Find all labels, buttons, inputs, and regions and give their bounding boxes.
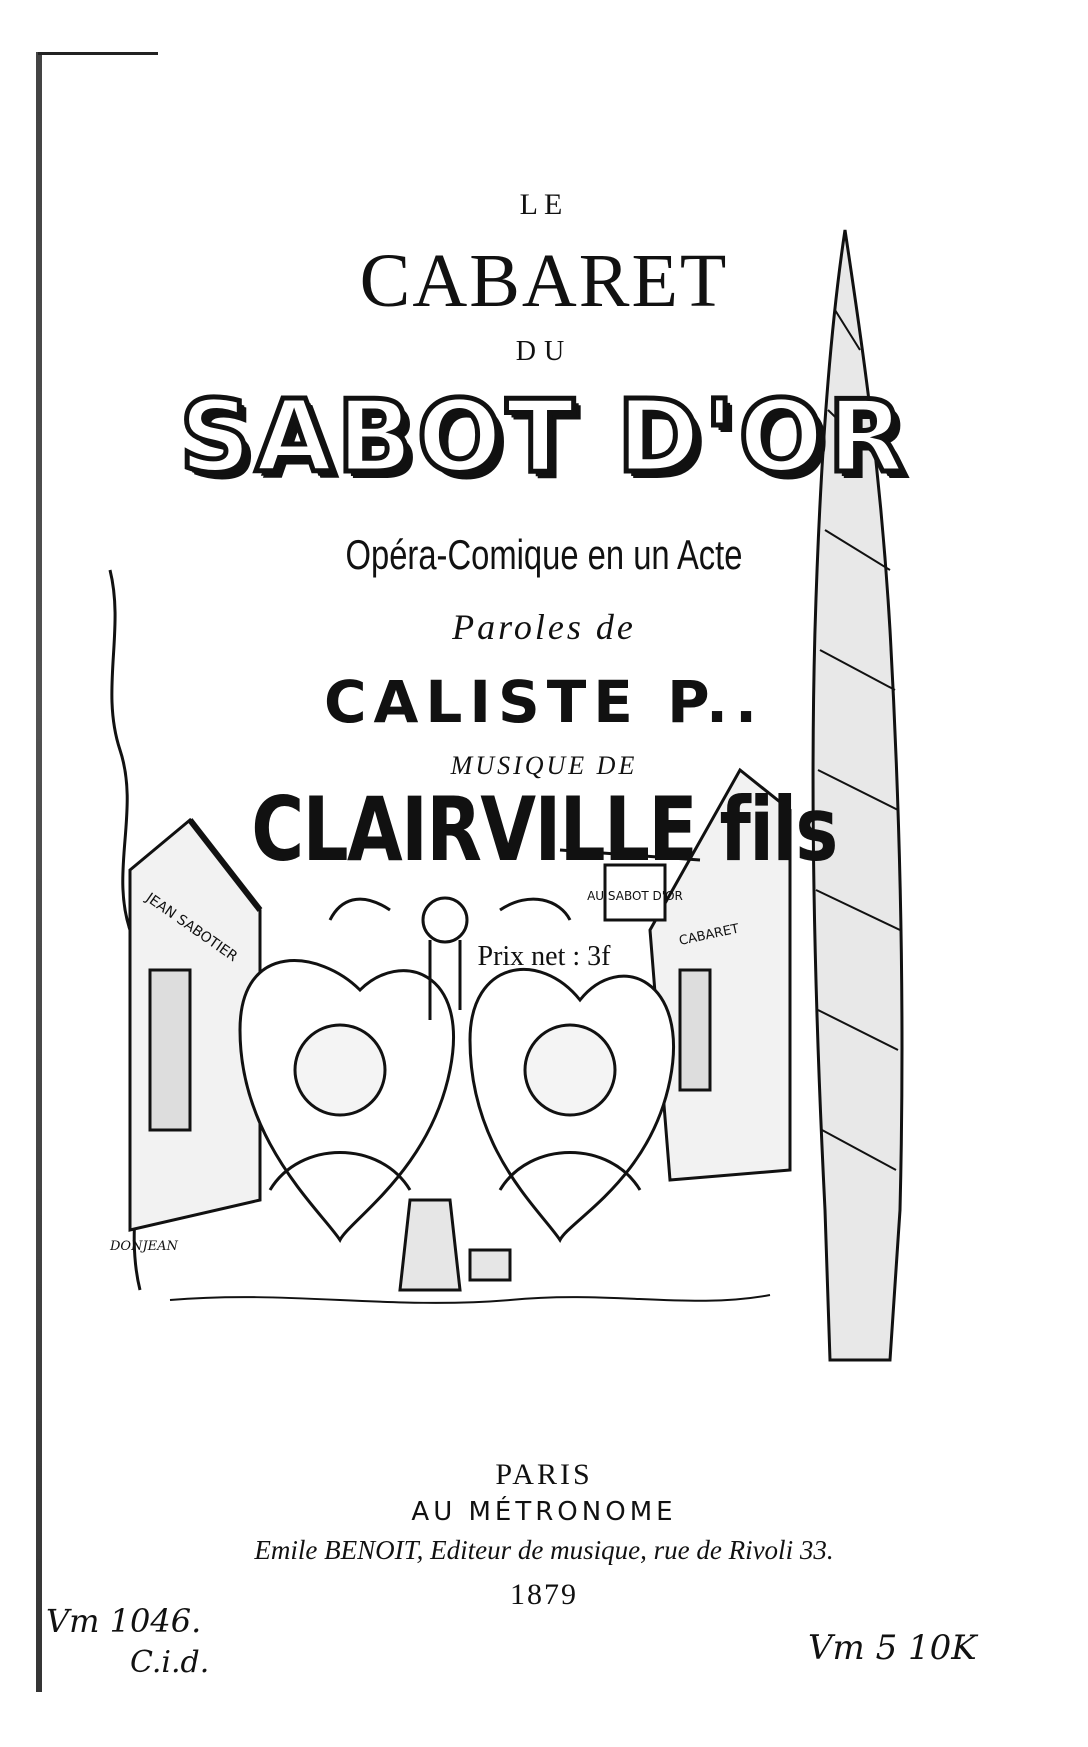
artist-signature: DONJEAN bbox=[110, 1239, 178, 1254]
paroles-label: Paroles de bbox=[452, 607, 636, 647]
composer-name: CLAIRVILLE fils bbox=[251, 778, 837, 881]
title-du: DU bbox=[515, 336, 573, 367]
subtitle: Opéra-Comique en un Acte bbox=[345, 531, 743, 578]
publisher-city: PARIS bbox=[495, 1458, 593, 1491]
handwritten-code: C.i.d. bbox=[130, 1645, 210, 1680]
portrait-young-man bbox=[240, 961, 454, 1240]
title-sabot-dor: SABOT D'OR bbox=[179, 378, 909, 495]
handwritten-shelfmark: Vm 1046. bbox=[46, 1602, 202, 1640]
publication-year: 1879 bbox=[510, 1578, 578, 1611]
author-name: CALISTE P.. bbox=[323, 668, 765, 736]
portrait-young-woman bbox=[470, 969, 674, 1240]
hanging-sign-text: AU SABOT D'OR bbox=[587, 889, 683, 903]
handwritten-right-mark: Vm 5 10K bbox=[808, 1628, 977, 1668]
publisher-line: Emile BENOIT, Editeur de musique, rue de Rivoli 33. bbox=[254, 1535, 834, 1565]
left-house-sign: JEAN SABOTIER bbox=[142, 890, 241, 966]
price-label: Prix net : 3f bbox=[477, 941, 611, 972]
still-life-jug bbox=[170, 1200, 770, 1303]
musique-label: MUSIQUE DE bbox=[450, 751, 638, 780]
publisher-house: AU MÉTRONOME bbox=[411, 1497, 677, 1527]
cabaret-wall-sign: CABARET bbox=[677, 921, 741, 949]
page-edge-top bbox=[38, 52, 158, 55]
title-cabaret: CABARET bbox=[359, 239, 729, 323]
title-le: LE bbox=[519, 188, 569, 221]
